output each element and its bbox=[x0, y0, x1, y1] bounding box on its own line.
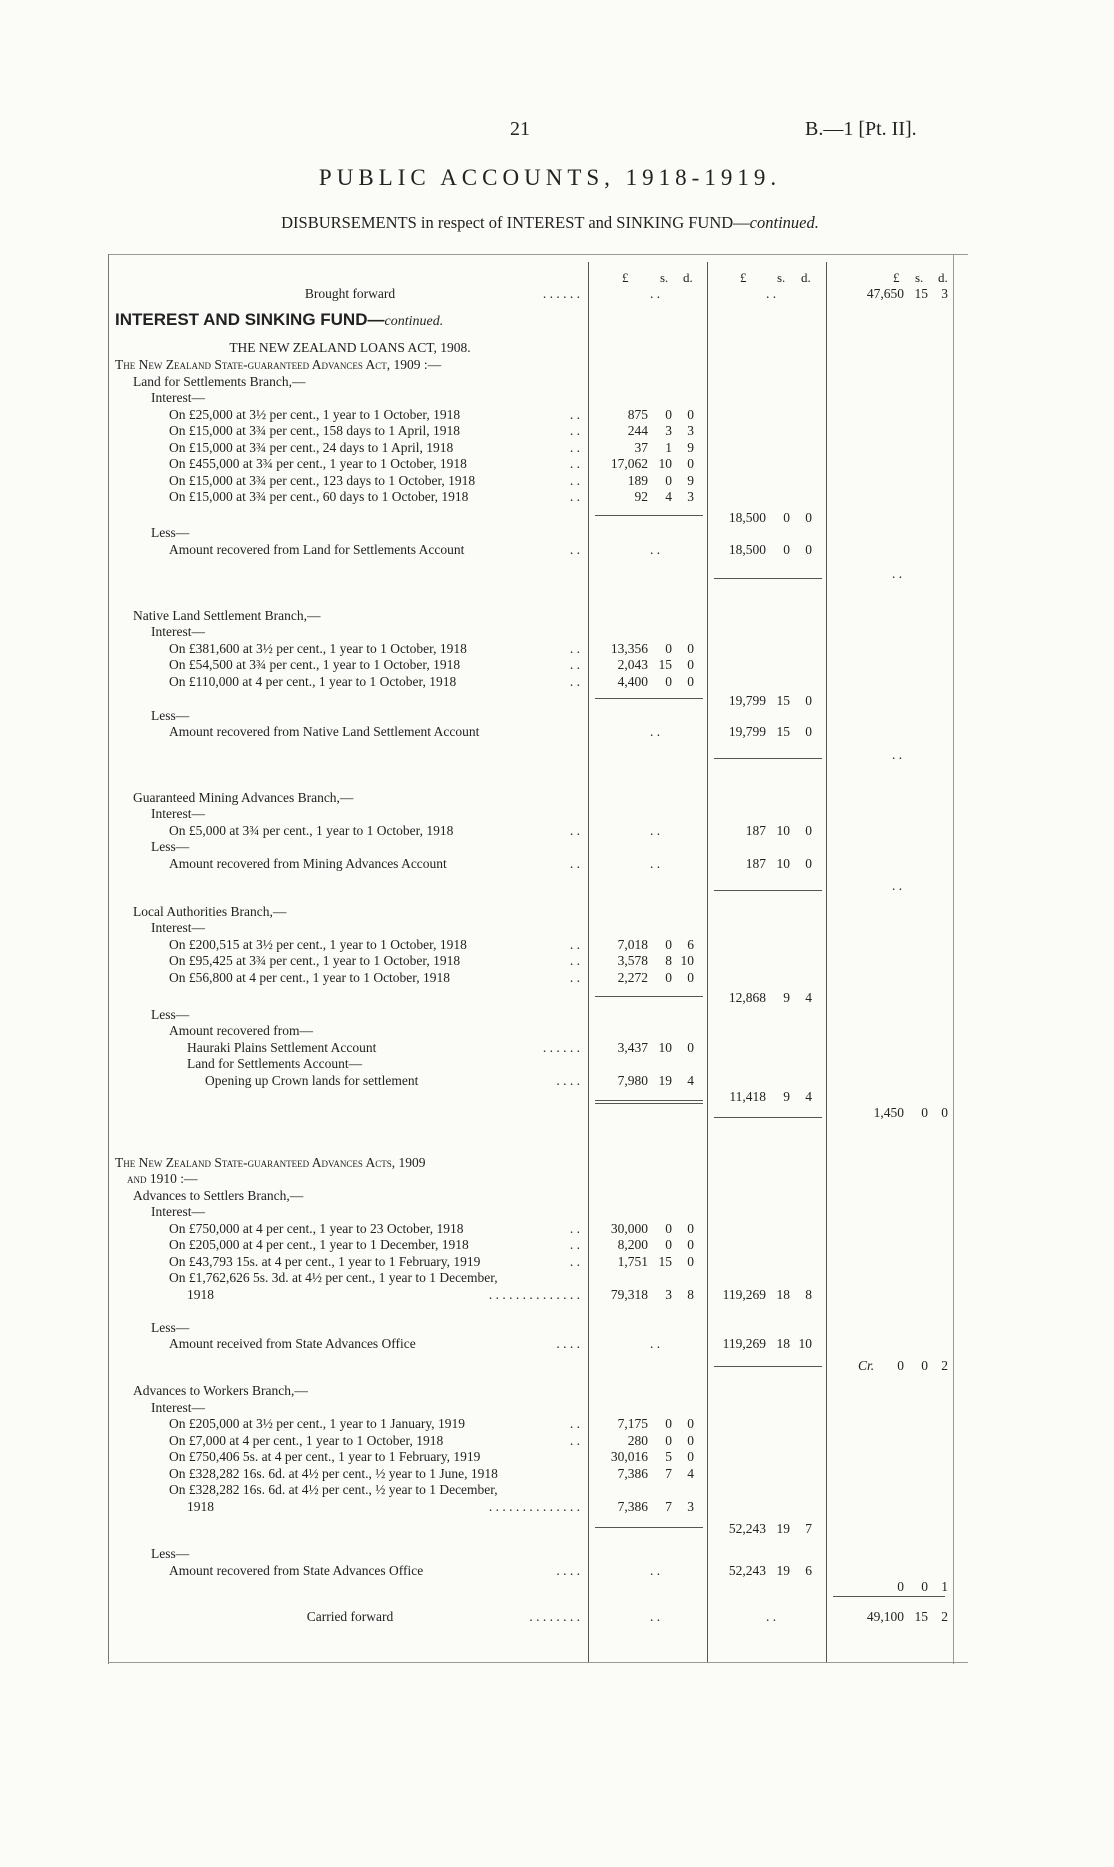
c1-pounds: 3,437 bbox=[617, 1040, 648, 1055]
line-text: On £200,515 at 3½ per cent., 1 year to 1 October, 1918 bbox=[169, 937, 467, 952]
c2-pounds: 19,799 bbox=[728, 724, 766, 739]
line-text: Interest— bbox=[151, 806, 205, 821]
c1-shillings: 0 bbox=[665, 473, 672, 488]
line-description bbox=[169, 856, 447, 872]
c2-pounds: 18,500 bbox=[728, 510, 766, 525]
dot-leader: . . . . . . bbox=[542, 1040, 580, 1055]
line-text: Interest— bbox=[151, 1204, 205, 1219]
line-text: Less— bbox=[151, 708, 190, 723]
line-text: On £455,000 at 3¾ per cent., 1 year to 1 October, 1918 bbox=[169, 456, 467, 471]
dot-leader: . . . . . . . . bbox=[529, 1609, 580, 1624]
line-description bbox=[169, 724, 479, 740]
page-title: PUBLIC ACCOUNTS, 1918-1919. bbox=[318, 165, 782, 190]
line-description bbox=[169, 1563, 423, 1579]
c3-shillings: 0 bbox=[921, 1105, 928, 1120]
dot-leader: . . . . . . . . . . . . . . bbox=[488, 1499, 580, 1514]
c1-blank-dots: . . bbox=[650, 1563, 661, 1578]
c1-pence: 0 bbox=[687, 1433, 694, 1448]
dot-leader: . . bbox=[569, 1237, 580, 1252]
c2-pounds: 52,243 bbox=[728, 1563, 766, 1578]
c1-pence: 4 bbox=[687, 1466, 694, 1481]
line-text: On £25,000 at 3½ per cent., 1 year to 1 October, 1918 bbox=[169, 407, 461, 422]
line-text: On £205,000 at 4 per cent., 1 year to 1 December, 1918 bbox=[169, 1237, 469, 1252]
c2-pounds: 12,868 bbox=[728, 990, 766, 1005]
line-text: On £15,000 at 3¾ per cent., 24 days to 1 April, 1918 bbox=[169, 440, 454, 455]
c1-pence: 0 bbox=[687, 407, 694, 422]
dot-leader: . . bbox=[569, 440, 580, 455]
c1-shillings: 3 bbox=[665, 423, 672, 438]
c2-pounds: 187 bbox=[745, 856, 766, 871]
c2-pence: 4 bbox=[805, 990, 812, 1005]
page-subtitle bbox=[150, 213, 950, 233]
line-description bbox=[187, 1287, 214, 1303]
line-text: Less— bbox=[151, 1320, 190, 1335]
dot-leader: . . bbox=[569, 953, 580, 968]
c1-shillings: 7 bbox=[665, 1499, 672, 1514]
c3-blank-dots: . . bbox=[892, 747, 903, 762]
c1-pence: 0 bbox=[687, 456, 694, 471]
c2-blank-dots: . . bbox=[766, 1609, 777, 1624]
dot-leader: . . bbox=[569, 1416, 580, 1431]
c1-blank-dots: . . bbox=[650, 856, 661, 871]
c1-pounds: 244 bbox=[627, 423, 648, 438]
document-reference: B.—1 [Pt. II]. bbox=[805, 118, 917, 140]
c1-blank-dots: . . bbox=[650, 724, 661, 739]
col2-shilling-header: s. bbox=[777, 270, 786, 285]
c1-blank-dots: . . bbox=[650, 1336, 661, 1351]
c1-pounds: 7,980 bbox=[617, 1073, 648, 1088]
col3-pound-header: £ bbox=[893, 270, 900, 285]
subtitle-continued: continued. bbox=[749, 213, 819, 232]
line-text: Amount recovered from— bbox=[169, 1023, 313, 1038]
line-text: On £7,000 at 4 per cent., 1 year to 1 October, 1918 bbox=[169, 1433, 444, 1448]
c1-pence: 0 bbox=[687, 641, 694, 656]
line-description bbox=[169, 953, 460, 969]
line-description bbox=[133, 608, 320, 624]
col2-pence-header: d. bbox=[801, 270, 811, 285]
line-description bbox=[187, 1499, 214, 1515]
line-italic: continued. bbox=[384, 314, 444, 329]
c1-pounds: 17,062 bbox=[610, 456, 648, 471]
c1-pence: 3 bbox=[687, 489, 694, 504]
line-description bbox=[127, 1171, 198, 1187]
c2-shillings: 15 bbox=[776, 693, 790, 708]
c2-pence: 10 bbox=[798, 1336, 812, 1351]
c2-pounds: 11,418 bbox=[729, 1089, 766, 1104]
line-text: Native Land Settlement Branch,— bbox=[133, 608, 321, 623]
c1-shillings: 0 bbox=[665, 1237, 672, 1252]
c1-pounds: 280 bbox=[627, 1433, 648, 1448]
c1-pounds: 7,018 bbox=[617, 937, 648, 952]
c3-shillings: 0 bbox=[921, 1358, 928, 1373]
line-description bbox=[169, 1023, 313, 1039]
c1-pounds: 2,043 bbox=[617, 657, 648, 672]
c2-shillings: 15 bbox=[776, 724, 790, 739]
c1-pence: 0 bbox=[687, 1237, 694, 1252]
line-description bbox=[169, 1270, 498, 1286]
c1-pence: 4 bbox=[687, 1073, 694, 1088]
line-text: Guaranteed Mining Advances Branch,— bbox=[133, 790, 354, 805]
line-description bbox=[133, 904, 286, 920]
line-description bbox=[115, 312, 443, 330]
line-description bbox=[133, 1383, 308, 1399]
c1-shillings: 7 bbox=[665, 1466, 672, 1481]
line-text: Less— bbox=[151, 1007, 190, 1022]
line-text: 1918 bbox=[187, 1287, 214, 1302]
line-description bbox=[151, 624, 205, 640]
c1-shillings: 0 bbox=[665, 1433, 672, 1448]
line-text: Interest— bbox=[151, 624, 205, 639]
line-text: On £328,282 16s. 6d. at 4½ per cent., ½ year to 1 December, bbox=[169, 1482, 498, 1497]
c3-shillings: 15 bbox=[914, 286, 928, 301]
line-description bbox=[133, 1188, 303, 1204]
line-text: On £750,406 5s. at 4 per cent., 1 year to 1 February, 1919 bbox=[169, 1449, 481, 1464]
col3-pence-header: d. bbox=[938, 270, 948, 285]
c3-shillings: 0 bbox=[921, 1579, 928, 1594]
c2-pence: 0 bbox=[805, 510, 812, 525]
c1-blank-dots: . . bbox=[650, 542, 661, 557]
c1-shillings: 0 bbox=[665, 674, 672, 689]
line-description bbox=[115, 357, 441, 373]
line-text: Amount recovered from Native Land Settlement Account bbox=[169, 724, 480, 739]
line-description bbox=[151, 920, 205, 936]
c1-blank-dots: . . bbox=[650, 1609, 661, 1624]
line-text: Amount recovered from State Advances Office bbox=[169, 1563, 424, 1578]
credit-prefix: Cr. bbox=[858, 1358, 875, 1373]
line-text: On £43,793 15s. at 4 per cent., 1 year to 1 February, 1919 bbox=[169, 1254, 481, 1269]
line-description bbox=[169, 970, 450, 986]
col3-shilling-header: s. bbox=[915, 270, 924, 285]
c1-shillings: 10 bbox=[658, 456, 672, 471]
line-text: Amount received from State Advances Office bbox=[169, 1336, 416, 1351]
c2-pence: 0 bbox=[805, 542, 812, 557]
c1-pounds: 92 bbox=[634, 489, 648, 504]
dot-leader: . . bbox=[569, 407, 580, 422]
line-text: Advances to Settlers Branch,— bbox=[133, 1188, 304, 1203]
line-text: Carried forward bbox=[306, 1609, 394, 1624]
dot-leader: . . bbox=[569, 1433, 580, 1448]
c2-pounds: 187 bbox=[745, 823, 766, 838]
line-text: Less— bbox=[151, 1546, 190, 1561]
dot-leader: . . bbox=[569, 823, 580, 838]
line-description bbox=[151, 1007, 189, 1023]
col1-pound-header: £ bbox=[622, 270, 629, 285]
c2-shillings: 19 bbox=[776, 1521, 790, 1536]
dot-leader: . . bbox=[569, 489, 580, 504]
dot-leader: . . bbox=[569, 856, 580, 871]
c1-pounds: 1,751 bbox=[617, 1254, 648, 1269]
c2-shillings: 19 bbox=[776, 1563, 790, 1578]
line-description bbox=[133, 374, 305, 390]
c3-pounds: 47,650 bbox=[866, 286, 904, 301]
c1-shillings: 4 bbox=[665, 489, 672, 504]
c1-pounds: 30,016 bbox=[610, 1449, 648, 1464]
subtotal-rule bbox=[833, 1596, 945, 1597]
c2-pounds: 52,243 bbox=[728, 1521, 766, 1536]
line-description bbox=[187, 1056, 362, 1072]
c2-shillings: 10 bbox=[776, 856, 790, 871]
c3-pounds: 0 bbox=[897, 1579, 904, 1594]
line-description bbox=[169, 657, 460, 673]
c2-pounds: 119,269 bbox=[722, 1287, 766, 1302]
c1-pence: 0 bbox=[687, 1416, 694, 1431]
c3-pence: 2 bbox=[941, 1609, 948, 1624]
c2-pounds: 119,269 bbox=[722, 1336, 766, 1351]
line-description bbox=[169, 674, 456, 690]
c1-pounds: 189 bbox=[627, 473, 648, 488]
c1-pounds: 4,400 bbox=[617, 674, 648, 689]
line-description bbox=[151, 1400, 205, 1416]
dot-leader: . . bbox=[569, 970, 580, 985]
dot-leader: . . . . bbox=[556, 1073, 580, 1088]
c1-pence: 0 bbox=[687, 1040, 694, 1055]
c3-pounds: 1,450 bbox=[873, 1105, 904, 1120]
line-text: Amount recovered from Mining Advances Account bbox=[169, 856, 447, 871]
line-text: On £95,425 at 3¾ per cent., 1 year to 1 October, 1918 bbox=[169, 953, 461, 968]
table-left-rule bbox=[108, 254, 109, 1664]
page-number: 21 bbox=[510, 118, 530, 140]
c1-shillings: 8 bbox=[665, 953, 672, 968]
line-description bbox=[169, 1449, 480, 1465]
line-text: On £205,000 at 3½ per cent., 1 year to 1 January, 1919 bbox=[169, 1416, 466, 1431]
line-description bbox=[169, 1466, 498, 1482]
c3-blank-dots: . . bbox=[892, 566, 903, 581]
table-right-rule bbox=[953, 254, 954, 1664]
dot-leader: . . . . bbox=[556, 1563, 580, 1578]
line-text: Local Authorities Branch,— bbox=[133, 904, 287, 919]
c1-pence: 3 bbox=[687, 423, 694, 438]
line-text: Land for Settlements Branch,— bbox=[133, 374, 306, 389]
c1-pounds: 3,578 bbox=[617, 953, 648, 968]
line-text: On £5,000 at 3¾ per cent., 1 year to 1 October, 1918 bbox=[169, 823, 454, 838]
line-description bbox=[151, 708, 189, 724]
dot-leader: . . bbox=[569, 657, 580, 672]
table-top-rule bbox=[108, 254, 968, 255]
c2-pence: 4 bbox=[805, 1089, 812, 1104]
c1-shillings: 1 bbox=[665, 440, 672, 455]
line-description bbox=[151, 806, 205, 822]
c1-shillings: 10 bbox=[658, 1040, 672, 1055]
c3-pounds: 0 bbox=[897, 1358, 904, 1373]
line-description bbox=[115, 340, 585, 356]
c1-shillings: 5 bbox=[665, 1449, 672, 1464]
c3-shillings: 15 bbox=[914, 1609, 928, 1624]
c2-shillings: 0 bbox=[783, 510, 790, 525]
c1-shillings: 15 bbox=[658, 1254, 672, 1269]
line-text: Interest— bbox=[151, 1400, 205, 1415]
line-text: Hauraki Plains Settlement Account bbox=[187, 1040, 377, 1055]
line-text: Interest— bbox=[151, 920, 205, 935]
dot-leader: . . bbox=[569, 937, 580, 952]
line-text: 1918 bbox=[187, 1499, 214, 1514]
column-rule-3 bbox=[826, 262, 827, 1662]
line-text: Less— bbox=[151, 839, 190, 854]
line-description bbox=[169, 1433, 443, 1449]
c1-pence: 9 bbox=[687, 440, 694, 455]
c1-blank-dots: . . bbox=[650, 823, 661, 838]
c2-shillings: 0 bbox=[783, 542, 790, 557]
line-description bbox=[169, 440, 453, 456]
line-description bbox=[151, 1204, 205, 1220]
c1-pence: 0 bbox=[687, 674, 694, 689]
col1-pence-header: d. bbox=[683, 270, 693, 285]
table-bottom-rule bbox=[108, 1662, 968, 1663]
dot-leader: . . bbox=[569, 1221, 580, 1236]
line-description bbox=[151, 390, 205, 406]
line-text: and 1910 :— bbox=[127, 1171, 198, 1186]
col1-shilling-header: s. bbox=[660, 270, 669, 285]
line-description bbox=[169, 1482, 498, 1498]
line-text: Land for Settlements Account— bbox=[187, 1056, 363, 1071]
c2-pounds: 19,799 bbox=[728, 693, 766, 708]
c2-pence: 8 bbox=[805, 1287, 812, 1302]
line-text: On £56,800 at 4 per cent., 1 year to 1 October, 1918 bbox=[169, 970, 451, 985]
c1-shillings: 19 bbox=[658, 1073, 672, 1088]
line-description bbox=[115, 1155, 425, 1171]
line-description bbox=[133, 790, 353, 806]
c3-pounds: 49,100 bbox=[866, 1609, 904, 1624]
c1-shillings: 0 bbox=[665, 1416, 672, 1431]
line-text: Less— bbox=[151, 525, 190, 540]
line-description bbox=[205, 1073, 418, 1089]
c2-pence: 0 bbox=[805, 856, 812, 871]
line-text: The New Zealand State-guaranteed Advances Acts, 1909 bbox=[115, 1155, 426, 1170]
c2-shillings: 18 bbox=[776, 1287, 790, 1302]
line-text: On £15,000 at 3¾ per cent., 123 days to 1 October, 1918 bbox=[169, 473, 476, 488]
line-text: The New Zealand State-guaranteed Advances Act, 1909 :— bbox=[115, 357, 442, 372]
line-description bbox=[187, 1040, 376, 1056]
dot-leader: . . bbox=[569, 641, 580, 656]
line-description bbox=[151, 1320, 189, 1336]
col2-pound-header: £ bbox=[740, 270, 747, 285]
c1-pence: 0 bbox=[687, 1449, 694, 1464]
subtotal-rule bbox=[714, 1366, 822, 1367]
c1-pounds: 30,000 bbox=[610, 1221, 648, 1236]
column-rule-2 bbox=[707, 262, 708, 1662]
line-text: On £110,000 at 4 per cent., 1 year to 1 October, 1918 bbox=[169, 674, 457, 689]
line-description bbox=[151, 1546, 189, 1562]
c3-blank-dots: . . bbox=[892, 878, 903, 893]
line-text: On £15,000 at 3¾ per cent., 158 days to 1 April, 1918 bbox=[169, 423, 460, 438]
c2-pence: 7 bbox=[805, 1521, 812, 1536]
c1-shillings: 0 bbox=[665, 641, 672, 656]
c1-pounds: 8,200 bbox=[617, 1237, 648, 1252]
c1-pence: 3 bbox=[687, 1499, 694, 1514]
c1-pence: 10 bbox=[680, 953, 694, 968]
c1-pounds: 13,356 bbox=[610, 641, 648, 656]
line-text: On £381,600 at 3½ per cent., 1 year to 1 October, 1918 bbox=[169, 641, 467, 656]
c1-pence: 0 bbox=[687, 970, 694, 985]
c1-pounds: 79,318 bbox=[610, 1287, 648, 1302]
dot-leader: . . bbox=[569, 542, 580, 557]
c2-pounds: 18,500 bbox=[728, 542, 766, 557]
c1-pounds: 7,175 bbox=[617, 1416, 648, 1431]
line-text: Amount recovered from Land for Settlements Account bbox=[169, 542, 465, 557]
subtotal-rule bbox=[714, 1117, 822, 1118]
line-text: On £328,282 16s. 6d. at 4½ per cent., ½ year to 1 June, 1918 bbox=[169, 1466, 498, 1481]
c3-pence: 1 bbox=[941, 1579, 948, 1594]
c1-shillings: 0 bbox=[665, 970, 672, 985]
c1-shillings: 15 bbox=[658, 657, 672, 672]
c2-pence: 0 bbox=[805, 693, 812, 708]
c1-shillings: 0 bbox=[665, 1221, 672, 1236]
dot-leader: . . . . . . bbox=[542, 286, 580, 301]
subtotal-rule bbox=[714, 578, 822, 579]
line-text: Interest— bbox=[151, 390, 205, 405]
line-description bbox=[169, 823, 453, 839]
c1-shillings: 0 bbox=[665, 937, 672, 952]
c2-pence: 0 bbox=[805, 724, 812, 739]
c2-shillings: 10 bbox=[776, 823, 790, 838]
c1-pence: 8 bbox=[687, 1287, 694, 1302]
c2-pence: 6 bbox=[805, 1563, 812, 1578]
line-description bbox=[151, 839, 189, 855]
line-text: Advances to Workers Branch,— bbox=[133, 1383, 308, 1398]
c2-shillings: 18 bbox=[776, 1336, 790, 1351]
c1-pounds: 875 bbox=[627, 407, 648, 422]
c2-pence: 0 bbox=[805, 823, 812, 838]
line-text: Brought forward bbox=[304, 286, 396, 301]
line-description bbox=[169, 1336, 416, 1352]
c2-blank-dots: . . bbox=[766, 286, 777, 301]
subtotal-rule bbox=[714, 758, 822, 759]
dot-leader: . . . . . . . . . . . . . . bbox=[488, 1287, 580, 1302]
c1-pounds: 2,272 bbox=[617, 970, 648, 985]
c2-shillings: 9 bbox=[783, 990, 790, 1005]
line-text: THE NEW ZEALAND LOANS ACT, 1908. bbox=[229, 340, 471, 355]
line-text: Opening up Crown lands for settlement bbox=[205, 1073, 419, 1088]
line-text: On £750,000 at 4 per cent., 1 year to 23 October, 1918 bbox=[169, 1221, 464, 1236]
dot-leader: . . bbox=[569, 456, 580, 471]
line-description bbox=[169, 407, 460, 423]
c3-pence: 0 bbox=[941, 1105, 948, 1120]
c1-shillings: 0 bbox=[665, 407, 672, 422]
line-text: INTEREST AND SINKING FUND— bbox=[115, 310, 385, 329]
c1-pounds: 37 bbox=[634, 440, 648, 455]
c3-pence: 3 bbox=[941, 286, 948, 301]
line-text: On £1,762,626 5s. 3d. at 4½ per cent., 1 year to 1 December, bbox=[169, 1270, 498, 1285]
subtitle-main: DISBURSEMENTS in respect of INTEREST and SINKING FUND— bbox=[281, 213, 750, 232]
c1-blank-dots: . . bbox=[650, 286, 661, 301]
c1-pence: 6 bbox=[687, 937, 694, 952]
line-description bbox=[169, 423, 460, 439]
subtotal-rule bbox=[714, 890, 822, 891]
dot-leader: . . bbox=[569, 1254, 580, 1269]
dot-leader: . . bbox=[569, 674, 580, 689]
dot-leader: . . bbox=[569, 473, 580, 488]
c2-shillings: 9 bbox=[783, 1089, 790, 1104]
c1-pence: 0 bbox=[687, 1254, 694, 1269]
c1-pence: 0 bbox=[687, 657, 694, 672]
line-text: On £15,000 at 3¾ per cent., 60 days to 1 October, 1918 bbox=[169, 489, 469, 504]
dot-leader: . . . . bbox=[556, 1336, 580, 1351]
c1-pounds: 7,386 bbox=[617, 1466, 648, 1481]
c1-pounds: 7,386 bbox=[617, 1499, 648, 1514]
line-description bbox=[151, 525, 189, 541]
line-text: On £54,500 at 3¾ per cent., 1 year to 1 October, 1918 bbox=[169, 657, 461, 672]
c3-pence: 2 bbox=[941, 1358, 948, 1373]
c1-pence: 9 bbox=[687, 473, 694, 488]
dot-leader: . . bbox=[569, 423, 580, 438]
c1-pence: 0 bbox=[687, 1221, 694, 1236]
c1-shillings: 3 bbox=[665, 1287, 672, 1302]
